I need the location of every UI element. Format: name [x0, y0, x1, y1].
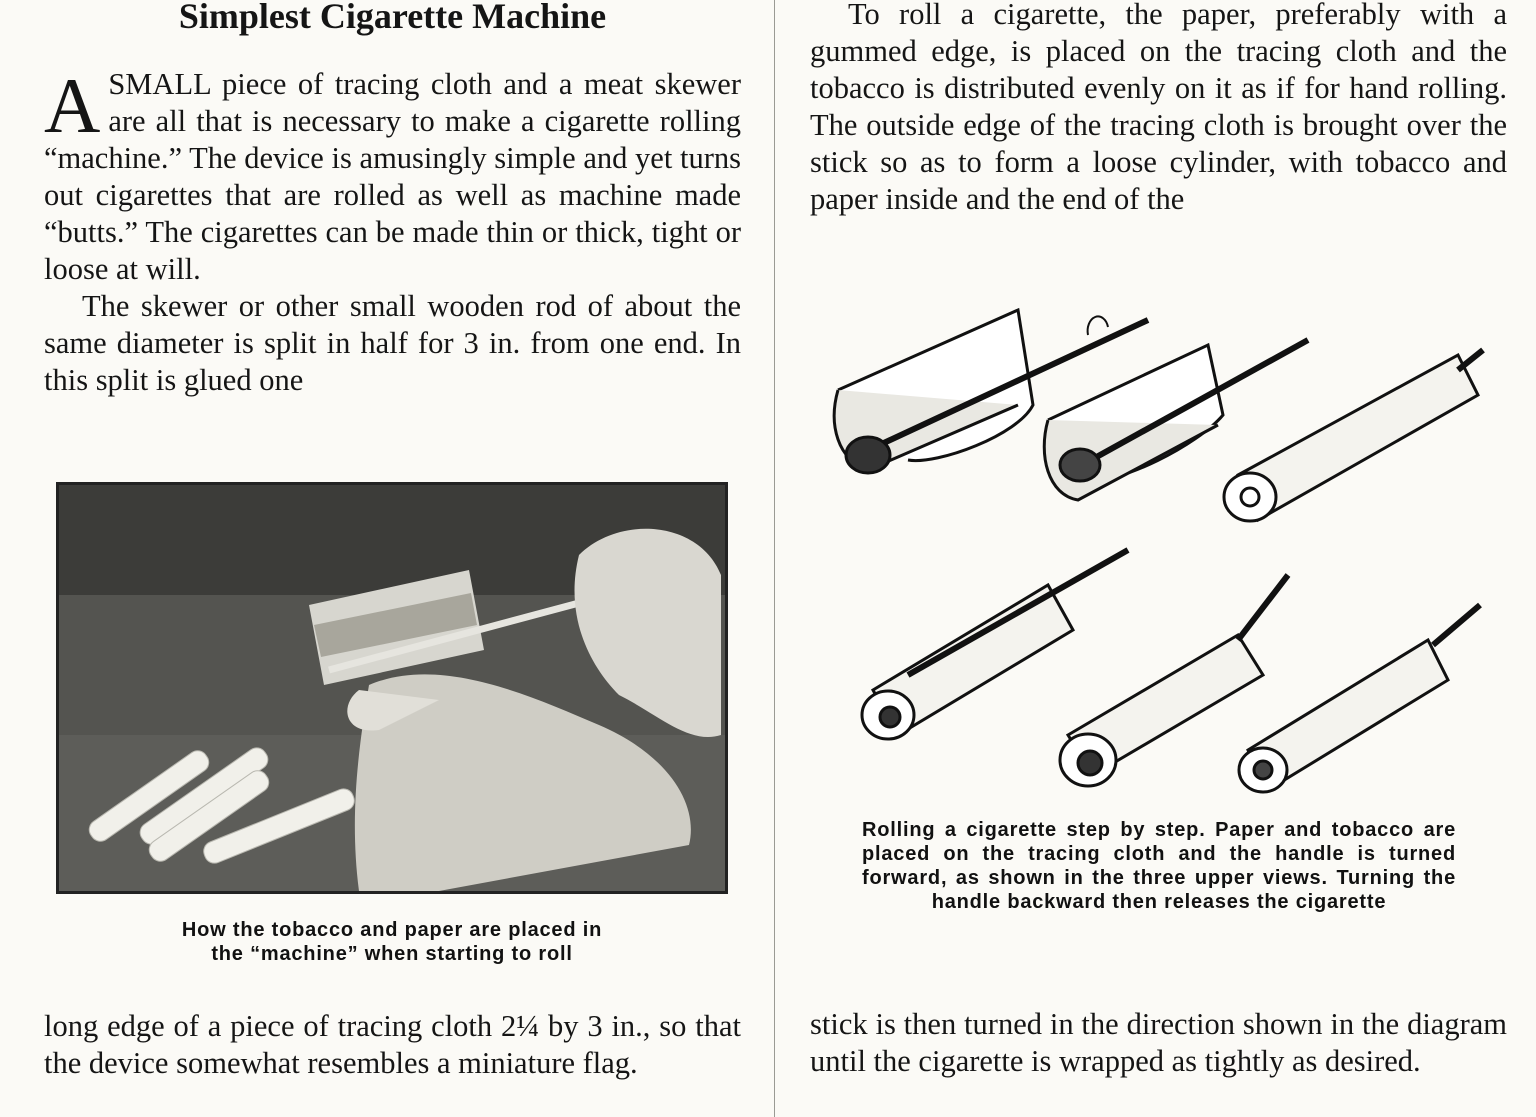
left-paragraph-1-text: SMALL piece of tracing cloth and a meat skewer are all that is necessary to make a cigarette rolling “machine.” The device is amusingly simple and yet turns out cigarettes that are rolled as well as machine made “butts.” The cigarettes can be made thin or thick, tight or loose at will.: [44, 67, 741, 286]
photo-caption: [92, 918, 692, 966]
drop-cap: A: [44, 62, 101, 149]
diagram-step-4: [862, 550, 1128, 739]
left-bottom-text: [44, 1008, 741, 1082]
rolling-diagram: [818, 295, 1508, 805]
photo-hands-rolling: [56, 482, 728, 894]
photo-caption-line-2: the “machine” when starting to roll: [211, 943, 573, 965]
left-text-block: [44, 62, 741, 399]
diagram-step-6: [1239, 605, 1480, 792]
photo-caption-line-1: How the tobacco and paper are placed in: [181, 919, 603, 941]
diagram-step-3: [1224, 350, 1483, 521]
article-title: Simplest Cigarette Machine: [178, 0, 607, 36]
column-rule: [774, 0, 775, 1117]
left-paragraph-1: [44, 62, 741, 288]
diagram-caption: Rolling a cigarette step by step. Paper and tobacco are placed on the tracing cloth and the handle is turned forward, as shown in the three upper views. Turning the handle backward then releases the cigarette: [862, 819, 1456, 913]
right-paragraph-2: stick is then turned in the direction shown in the diagram until the cigarette is wrapped as tightly as desired.: [810, 1007, 1507, 1078]
left-paragraph-3: long edge of a piece of tracing cloth 2¼ by 3 in., so that the device somewhat resembles a miniature flag.: [44, 1009, 741, 1080]
left-paragraph-2: The skewer or other small wooden rod of about the same diameter is split in half for 3 in. from one end. In this split is glued one: [44, 289, 741, 397]
right-paragraph-1: To roll a cigarette, the paper, preferably with a gummed edge, is placed on the tracing cloth and the tobacco is distributed evenly on it as if for hand rolling. The outside edge of the tracing cloth is brought over the stick so as to form a loose cylinder, with tobacco and paper inside and the end of the: [810, 0, 1507, 216]
